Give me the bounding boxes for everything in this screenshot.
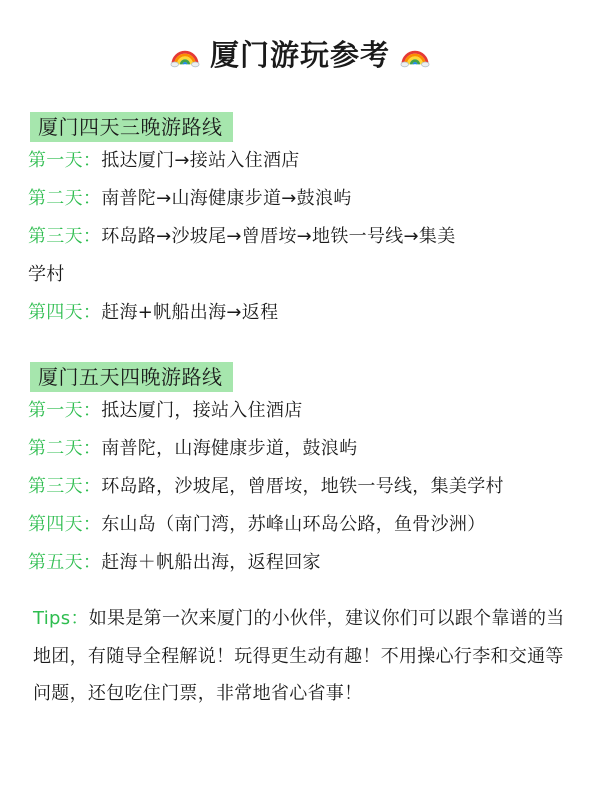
- day-row: [28, 142, 588, 180]
- day-text: 南普陀，山海健康步道，鼓浪屿: [101, 438, 358, 459]
- day-row-continuation: [28, 256, 588, 294]
- day-row: [28, 180, 588, 218]
- section-heading: 厦门四天三晚游路线: [30, 112, 233, 142]
- day-row: [28, 294, 588, 332]
- page-title-row: [0, 30, 600, 80]
- day-row: [28, 468, 588, 506]
- day-text: 环岛路，沙坡尾，曾厝垵，地铁一号线，集美学村: [101, 476, 504, 497]
- day-row: [28, 506, 588, 544]
- rainbow-icon: [170, 40, 200, 70]
- day-label: 第四天：: [28, 514, 102, 535]
- tips-text: 如果是第一次来厦门的小伙伴，建议你们可以跟个靠谱的当地团，有随导全程解说！玩得更生动有趣！不用操心行李和交通等问题，还包吃住门票，非常地省心省事！: [33, 608, 565, 704]
- tips-paragraph: [33, 600, 578, 713]
- route-four-days: [28, 112, 588, 332]
- day-text: 东山岛（南门湾，苏峰山环岛公路，鱼骨沙洲）: [101, 514, 486, 535]
- day-label: 第三天：: [28, 476, 102, 497]
- day-label: 第一天：: [28, 150, 102, 171]
- day-text: 南普陀→山海健康步道→鼓浪屿: [101, 188, 352, 209]
- day-label: 第三天：: [28, 226, 102, 247]
- day-label: 第一天：: [28, 400, 102, 421]
- day-row: [28, 218, 588, 256]
- day-row: [28, 392, 588, 430]
- page-title: 厦门游玩参考: [209, 38, 390, 72]
- day-text: 赶海+帆船出海→返程: [101, 302, 279, 323]
- day-text: 赶海＋帆船出海，返程回家: [101, 552, 321, 573]
- day-label: 第四天：: [28, 302, 102, 323]
- day-text: 环岛路→沙坡尾→曾厝垵→地铁一号线→集美: [101, 226, 456, 247]
- day-text: 抵达厦门，接站入住酒店: [101, 400, 303, 421]
- day-text-continuation: 学村: [28, 264, 65, 285]
- rainbow-icon: [400, 40, 430, 70]
- tips-label: Tips：: [33, 608, 89, 629]
- route-five-days: [28, 362, 588, 582]
- day-label: 第二天：: [28, 438, 102, 459]
- day-text: 抵达厦门→接站入住酒店: [101, 150, 300, 171]
- day-row: [28, 544, 588, 582]
- day-label: 第五天：: [28, 552, 102, 573]
- day-row: [28, 430, 588, 468]
- day-label: 第二天：: [28, 188, 102, 209]
- section-heading: 厦门五天四晚游路线: [30, 362, 233, 392]
